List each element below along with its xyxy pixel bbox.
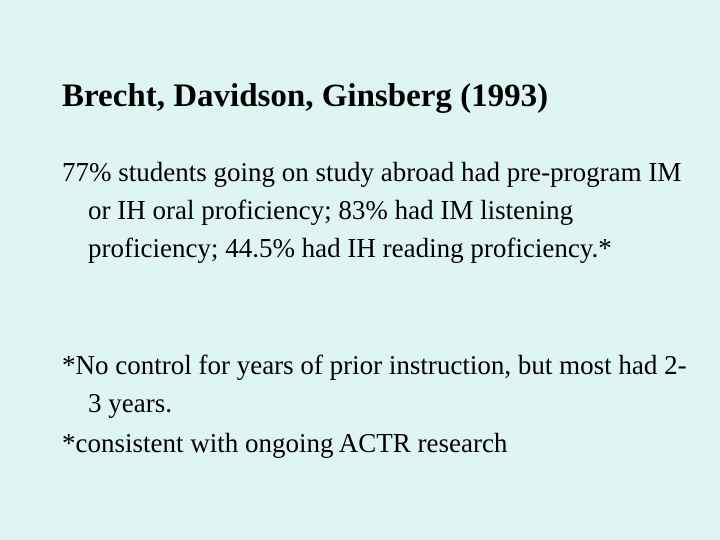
footnote-prior-instruction: *No control for years of prior instruction, but most had 2-3 years. xyxy=(62,350,687,418)
finding-paragraph: 77% students going on study abroad had pre-program IM or IH oral proficiency; 83% had IM listening proficiency; 44.5% had IH reading proficiency.* xyxy=(62,157,682,263)
footnote-actr-research: *consistent with ongoing ACTR research xyxy=(62,428,508,458)
slide-title: Brecht, Davidson, Ginsberg (1993) xyxy=(62,78,549,114)
